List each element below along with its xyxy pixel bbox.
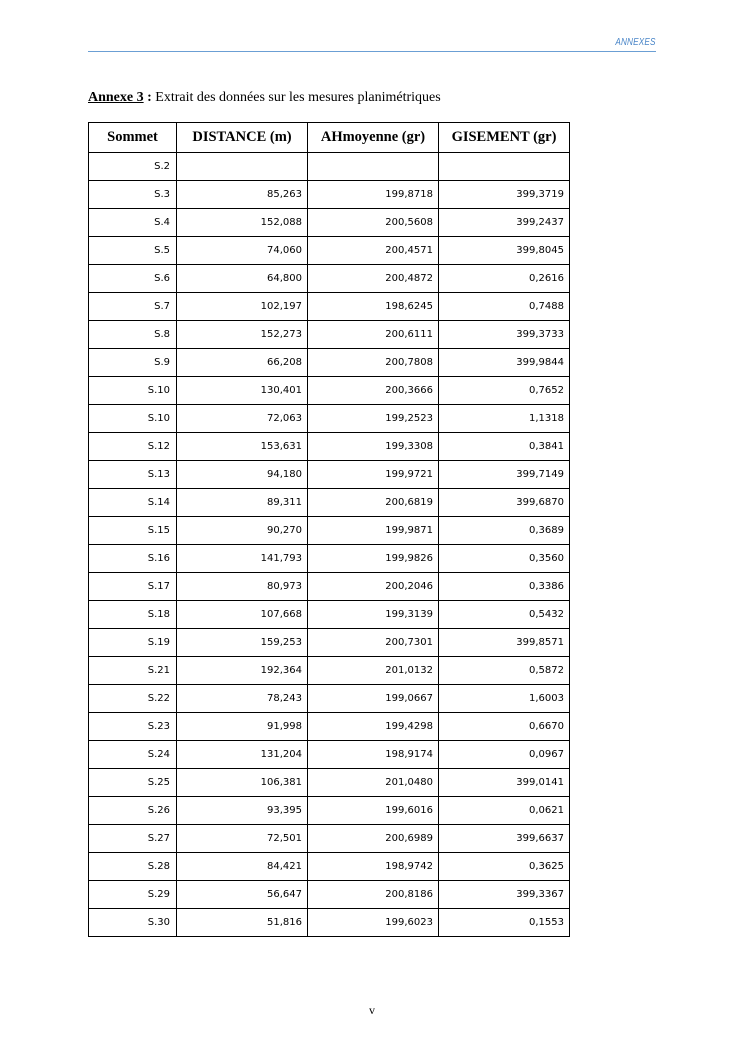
cell-distance: 84,421	[177, 853, 308, 881]
cell-distance: 85,263	[177, 181, 308, 209]
cell-distance: 107,668	[177, 601, 308, 629]
cell-sommet: S.8	[89, 321, 177, 349]
cell-sommet: S.10	[89, 377, 177, 405]
table-row	[89, 713, 570, 741]
table-row	[89, 881, 570, 909]
cell-distance: 74,060	[177, 237, 308, 265]
cell-gisement: 0,3625	[439, 853, 570, 881]
page-number: v	[369, 1003, 375, 1017]
cell-distance: 93,395	[177, 797, 308, 825]
cell-ahmoyenne: 199,9721	[308, 461, 439, 489]
cell-gisement: 399,7149	[439, 461, 570, 489]
table-row	[89, 909, 570, 937]
table-row	[89, 321, 570, 349]
cell-sommet: S.26	[89, 797, 177, 825]
cell-ahmoyenne: 200,7301	[308, 629, 439, 657]
cell-distance: 152,273	[177, 321, 308, 349]
table-row	[89, 461, 570, 489]
cell-distance: 66,208	[177, 349, 308, 377]
cell-distance: 78,243	[177, 685, 308, 713]
cell-sommet: S.15	[89, 517, 177, 545]
cell-sommet: S.6	[89, 265, 177, 293]
column-header-gisement: GISEMENT (gr)	[439, 123, 570, 153]
table-row	[89, 825, 570, 853]
column-header-distance: DISTANCE (m)	[177, 123, 308, 153]
cell-gisement: 399,8045	[439, 237, 570, 265]
cell-sommet: S.3	[89, 181, 177, 209]
cell-gisement: 0,0621	[439, 797, 570, 825]
cell-distance: 91,998	[177, 713, 308, 741]
cell-gisement: 0,5432	[439, 601, 570, 629]
cell-gisement: 0,7488	[439, 293, 570, 321]
table-row	[89, 601, 570, 629]
cell-ahmoyenne: 198,9174	[308, 741, 439, 769]
cell-distance: 153,631	[177, 433, 308, 461]
table-row	[89, 349, 570, 377]
cell-sommet: S.28	[89, 853, 177, 881]
cell-distance: 94,180	[177, 461, 308, 489]
cell-sommet: S.24	[89, 741, 177, 769]
cell-sommet: S.7	[89, 293, 177, 321]
cell-gisement: 0,5872	[439, 657, 570, 685]
cell-gisement: 0,2616	[439, 265, 570, 293]
cell-gisement: 0,3841	[439, 433, 570, 461]
cell-ahmoyenne: 200,2046	[308, 573, 439, 601]
cell-distance: 141,793	[177, 545, 308, 573]
table-row	[89, 237, 570, 265]
table-row	[89, 853, 570, 881]
cell-gisement: 399,0141	[439, 769, 570, 797]
cell-ahmoyenne: 200,4872	[308, 265, 439, 293]
table-row	[89, 489, 570, 517]
table-row	[89, 657, 570, 685]
cell-ahmoyenne: 199,6023	[308, 909, 439, 937]
cell-sommet: S.16	[89, 545, 177, 573]
cell-sommet: S.25	[89, 769, 177, 797]
cell-ahmoyenne: 200,6819	[308, 489, 439, 517]
cell-ahmoyenne: 198,9742	[308, 853, 439, 881]
cell-gisement	[439, 153, 570, 181]
table-body	[89, 153, 570, 937]
cell-sommet: S.29	[89, 881, 177, 909]
cell-sommet: S.18	[89, 601, 177, 629]
table-header-row	[89, 123, 570, 153]
cell-distance: 159,253	[177, 629, 308, 657]
cell-gisement: 399,9844	[439, 349, 570, 377]
table-row	[89, 293, 570, 321]
cell-sommet: S.30	[89, 909, 177, 937]
cell-ahmoyenne: 199,9826	[308, 545, 439, 573]
cell-gisement: 1,6003	[439, 685, 570, 713]
table-caption	[88, 89, 441, 107]
cell-ahmoyenne: 200,8186	[308, 881, 439, 909]
table-row	[89, 433, 570, 461]
cell-sommet: S.19	[89, 629, 177, 657]
cell-ahmoyenne: 198,6245	[308, 293, 439, 321]
cell-ahmoyenne: 200,5608	[308, 209, 439, 237]
table-row	[89, 181, 570, 209]
cell-sommet: S.10	[89, 405, 177, 433]
cell-distance: 51,816	[177, 909, 308, 937]
cell-distance: 56,647	[177, 881, 308, 909]
cell-gisement: 0,1553	[439, 909, 570, 937]
cell-sommet: S.12	[89, 433, 177, 461]
cell-ahmoyenne: 201,0480	[308, 769, 439, 797]
cell-gisement: 1,1318	[439, 405, 570, 433]
table-row	[89, 405, 570, 433]
cell-ahmoyenne: 200,6989	[308, 825, 439, 853]
caption-separator: :	[143, 90, 152, 105]
cell-sommet: S.9	[89, 349, 177, 377]
cell-distance: 72,501	[177, 825, 308, 853]
cell-distance: 89,311	[177, 489, 308, 517]
table-row	[89, 545, 570, 573]
cell-gisement: 399,8571	[439, 629, 570, 657]
cell-ahmoyenne: 200,7808	[308, 349, 439, 377]
cell-distance: 130,401	[177, 377, 308, 405]
cell-ahmoyenne: 200,3666	[308, 377, 439, 405]
table-row	[89, 629, 570, 657]
cell-ahmoyenne: 200,6111	[308, 321, 439, 349]
cell-sommet: S.14	[89, 489, 177, 517]
cell-distance	[177, 153, 308, 181]
caption-label: Annexe 3	[88, 90, 144, 105]
cell-ahmoyenne: 199,0667	[308, 685, 439, 713]
cell-gisement: 399,3367	[439, 881, 570, 909]
header-divider	[88, 51, 656, 52]
column-header-ahmoyenne: AHmoyenne (gr)	[308, 123, 439, 153]
cell-ahmoyenne: 199,3139	[308, 601, 439, 629]
cell-ahmoyenne	[308, 153, 439, 181]
table-row	[89, 573, 570, 601]
cell-ahmoyenne: 201,0132	[308, 657, 439, 685]
cell-distance: 72,063	[177, 405, 308, 433]
cell-distance: 64,800	[177, 265, 308, 293]
table-row	[89, 741, 570, 769]
column-header-sommet: Sommet	[89, 123, 177, 153]
cell-gisement: 0,0967	[439, 741, 570, 769]
cell-distance: 131,204	[177, 741, 308, 769]
cell-distance: 80,973	[177, 573, 308, 601]
cell-ahmoyenne: 199,9871	[308, 517, 439, 545]
cell-sommet: S.5	[89, 237, 177, 265]
cell-sommet: S.4	[89, 209, 177, 237]
cell-gisement: 0,6670	[439, 713, 570, 741]
cell-ahmoyenne: 200,4571	[308, 237, 439, 265]
cell-sommet: S.22	[89, 685, 177, 713]
cell-gisement: 399,2437	[439, 209, 570, 237]
cell-distance: 152,088	[177, 209, 308, 237]
section-header-tag: ANNEXES	[615, 36, 656, 48]
cell-ahmoyenne: 199,2523	[308, 405, 439, 433]
cell-gisement: 0,3560	[439, 545, 570, 573]
table-row	[89, 797, 570, 825]
cell-gisement: 0,3386	[439, 573, 570, 601]
cell-distance: 192,364	[177, 657, 308, 685]
cell-ahmoyenne: 199,6016	[308, 797, 439, 825]
table-row	[89, 769, 570, 797]
cell-ahmoyenne: 199,3308	[308, 433, 439, 461]
cell-distance: 106,381	[177, 769, 308, 797]
cell-gisement: 0,7652	[439, 377, 570, 405]
table-row	[89, 265, 570, 293]
caption-text: Extrait des données sur les mesures planimétriques	[151, 90, 441, 105]
table-row	[89, 377, 570, 405]
cell-sommet: S.2	[89, 153, 177, 181]
table-row	[89, 517, 570, 545]
cell-sommet: S.21	[89, 657, 177, 685]
cell-ahmoyenne: 199,8718	[308, 181, 439, 209]
cell-distance: 102,197	[177, 293, 308, 321]
cell-ahmoyenne: 199,4298	[308, 713, 439, 741]
cell-gisement: 399,6870	[439, 489, 570, 517]
table-row	[89, 153, 570, 181]
cell-gisement: 0,3689	[439, 517, 570, 545]
cell-distance: 90,270	[177, 517, 308, 545]
cell-gisement: 399,3719	[439, 181, 570, 209]
cell-sommet: S.17	[89, 573, 177, 601]
table-row	[89, 685, 570, 713]
measurements-table	[88, 122, 570, 937]
cell-sommet: S.27	[89, 825, 177, 853]
cell-gisement: 399,6637	[439, 825, 570, 853]
cell-sommet: S.23	[89, 713, 177, 741]
cell-gisement: 399,3733	[439, 321, 570, 349]
table-row	[89, 209, 570, 237]
cell-sommet: S.13	[89, 461, 177, 489]
